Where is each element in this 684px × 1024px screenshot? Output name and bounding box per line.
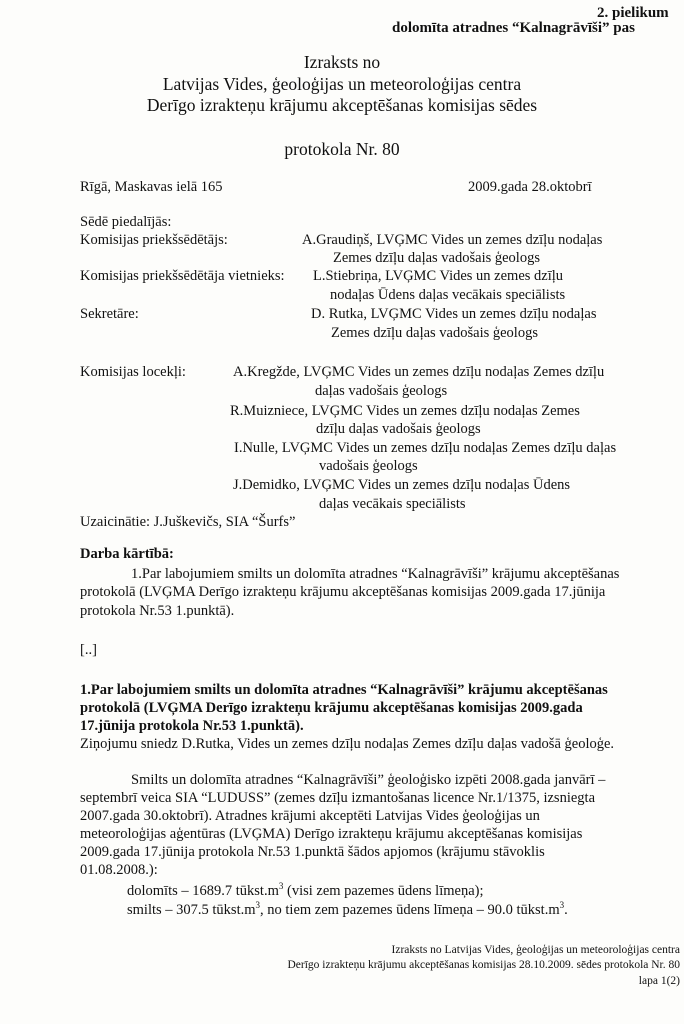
agenda-heading: Darba kārtībā: xyxy=(80,546,174,562)
member-4-name: J.Demidko, LVĢMC Vides un zemes dzīļu nodaļas Ūdens xyxy=(233,477,571,493)
footer-line-1: Izraksts no Latvijas Vides, ģeoloģijas un meteoroloģijas centra xyxy=(391,944,680,956)
title-line-2: Latvijas Vides, ģeoloģijas un meteoroloģijas centra xyxy=(162,74,522,94)
secretary-name: D. Rutka, LVĢMC Vides un zemes dzīļu nodaļas xyxy=(311,306,597,322)
sand-reserves-value: smilts – 307.5 tūkst.m xyxy=(127,902,256,918)
section-heading-line-3: 17.jūnija protokola Nr.53 1.punktā). xyxy=(80,718,304,734)
vice-chair-position: nodaļas Ūdens daļas vecākais speciālists xyxy=(330,287,566,303)
title-line-1: Izraksts no xyxy=(303,52,381,72)
sand-reserves-note: , no tiem zem pazemes ūdens līmeņa – 90.0 tūkst.m xyxy=(260,902,560,918)
member-2-name: R.Muizniece, LVĢMC Vides un zemes dzīļu nodaļas Zemes xyxy=(230,403,580,419)
agenda-item-line-3: protokola Nr.53 1.punktā). xyxy=(80,603,235,619)
title-line-3: Derīgo izrakteņu krājumu akceptēšanas komisijas sēdes xyxy=(146,95,538,115)
member-4-position: daļas vecākais speciālists xyxy=(319,496,466,512)
dolomite-reserves xyxy=(127,883,484,900)
vice-chair-label: Komisijas priekšsēdētāja vietnieks: xyxy=(80,268,285,284)
sand-unit-exponent-2: 3 xyxy=(559,900,565,911)
dolomite-reserves-note: (visi zem pazemes ūdens līmeņa); xyxy=(283,883,484,899)
invited-guests: Uzaicinātie: J.Juškevičs, SIA “Šurfs” xyxy=(80,514,296,530)
chair-label: Komisijas priekšsēdētājs: xyxy=(80,232,228,248)
dolomite-reserves-value: dolomīts – 1689.7 tūkst.m xyxy=(127,883,279,899)
secretary-label: Sekretāre: xyxy=(80,306,139,322)
body-line-6: 01.08.2008.): xyxy=(80,862,158,878)
body-line-3: 2007.gada 30.oktobrī). Atradnes krājumi akceptēti Latvijas Vides ģeoloģijas un xyxy=(80,808,540,824)
omission-mark: [..] xyxy=(80,642,97,658)
annex-number: 2. pielikum xyxy=(597,5,669,21)
sand-reserves-end: . xyxy=(564,902,568,918)
secretary-position: Zemes dzīļu daļas vadošais ģeologs xyxy=(331,325,538,341)
dolomite-unit-exponent: 3 xyxy=(278,881,284,892)
chair-position: Zemes dzīļu daļas vadošais ģeologs xyxy=(333,250,540,266)
participants-heading: Sēdē piedalījās: xyxy=(80,214,172,230)
meeting-date: 2009.gada 28.oktobrī xyxy=(468,179,592,195)
protocol-number: protokola Nr. 80 xyxy=(284,139,400,159)
section-heading-line-1: 1.Par labojumiem smilts un dolomīta atradnes “Kalnagrāvīši” krājumu akceptēšanas xyxy=(80,682,608,698)
member-3-position: vadošais ģeologs xyxy=(319,458,418,474)
member-3-name: I.Nulle, LVĢMC Vides un zemes dzīļu nodaļas Zemes dzīļu daļas xyxy=(234,440,617,456)
annex-subtitle: dolomīta atradnes “Kalnagrāvīši” pas xyxy=(392,20,635,36)
chair-name: A.Graudiņš, LVĢMC Vides un zemes dzīļu nodaļas xyxy=(302,232,603,248)
footer-line-2: Derīgo izrakteņu krājumu akceptēšanas komisijas 28.10.2009. sēdes protokola Nr. 80 xyxy=(287,959,680,971)
member-1-position: daļas vadošais ģeologs xyxy=(315,383,448,399)
body-line-5: 2009.gada 17.jūnija protokola Nr.53 1.punktā šādos apjomos (krājumu stāvoklis xyxy=(80,844,545,860)
report-by: Ziņojumu sniedz D.Rutka, Vides un zemes dzīļu nodaļas Zemes dzīļu daļas vadošā ģeoloģe. xyxy=(80,736,615,752)
member-2-position: dzīļu daļas vadošais ģeologs xyxy=(316,421,481,437)
body-line-1: Smilts un dolomīta atradnes “Kalnagrāvīši” ģeoloģisko izpēti 2008.gada janvārī – xyxy=(131,772,606,788)
sand-reserves xyxy=(127,902,568,919)
section-heading-line-2: protokolā (LVĢMA Derīgo izrakteņu krājumu akceptēšanas komisijas 2009.gada xyxy=(80,700,583,716)
sand-unit-exponent: 3 xyxy=(255,900,261,911)
body-line-2: septembrī veica SIA “LUDUSS” (zemes dzīļu izmantošanas licence Nr.1/1375, izsniegta xyxy=(80,790,596,806)
members-label: Komisijas locekļi: xyxy=(80,364,186,380)
meeting-place: Rīgā, Maskavas ielā 165 xyxy=(80,179,223,195)
vice-chair-name: L.Stiebriņa, LVĢMC Vides un zemes dzīļu xyxy=(313,268,564,284)
body-line-4: meteoroloģijas aģentūras (LVĢMA) Derīgo izrakteņu krājumu akceptēšanas komisijas xyxy=(80,826,583,842)
member-1-name: A.Kregžde, LVĢMC Vides un zemes dzīļu nodaļas Zemes dzīļu xyxy=(233,364,605,380)
agenda-item-line-1: 1.Par labojumiem smilts un dolomīta atradnes “Kalnagrāvīši” krājumu akceptēšanas xyxy=(131,566,620,582)
agenda-item-line-2: protokolā (LVĢMA Derīgo izrakteņu krājumu akceptēšanas komisijas 2009.gada 17.jūnija xyxy=(80,584,606,600)
page-number: lapa 1(2) xyxy=(638,975,680,987)
